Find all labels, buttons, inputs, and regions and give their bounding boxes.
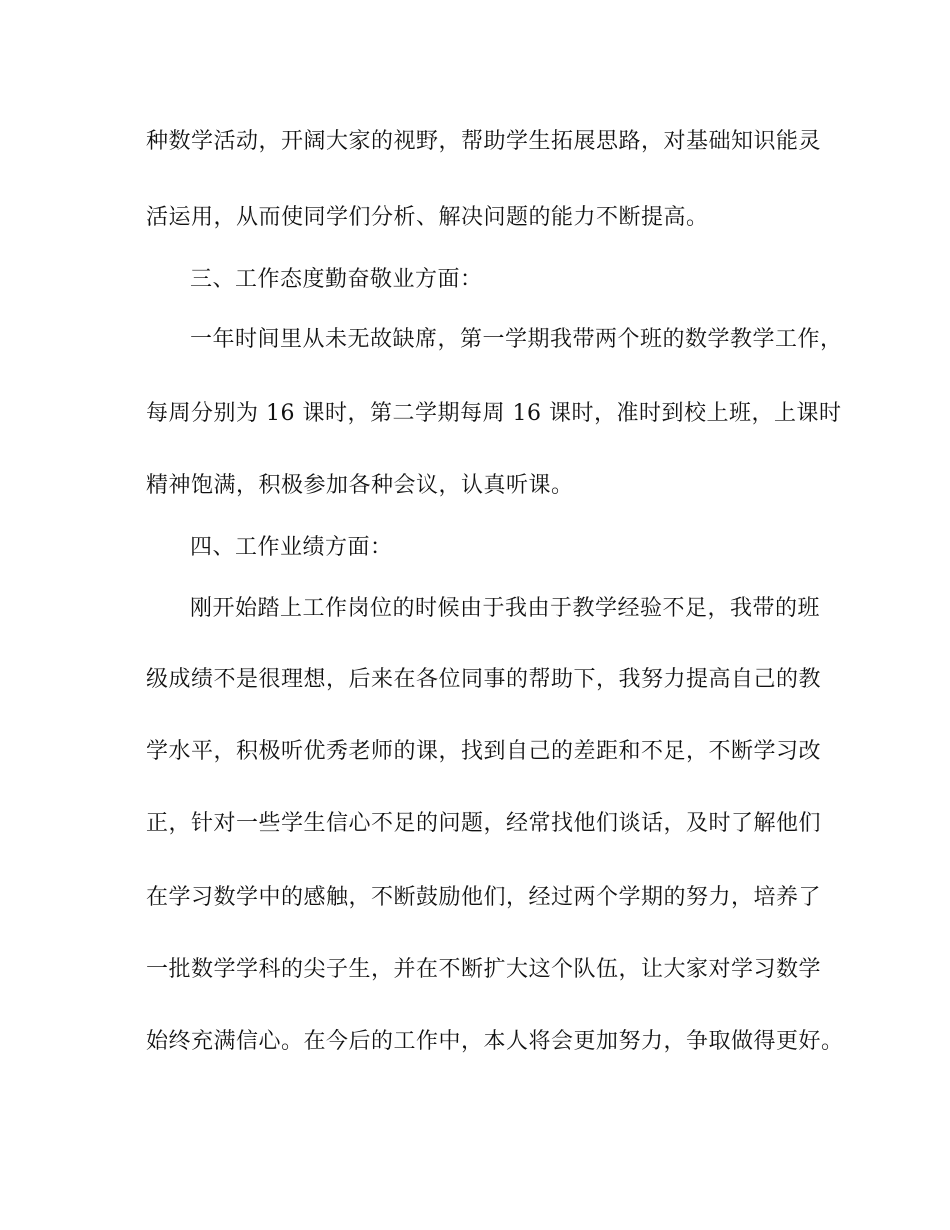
paragraph-line: 种数学活动，开阔大家的视野，帮助学生拓展思路，对基础知识能灵 — [146, 129, 822, 154]
paragraph-line: 在学习数学中的感触，不断鼓励他们，经过两个学期的努力，培养了 — [146, 885, 822, 910]
paragraph-line: 始终充满信心。在今后的工作中，本人将会更加努力，争取做得更好。 — [146, 1029, 844, 1054]
paragraph-line: 正，针对一些学生信心不足的问题，经常找他们谈话，及时了解他们 — [146, 811, 822, 836]
paragraph-line: 学水平，积极听优秀老师的课，找到自己的差距和不足，不断学习改 — [146, 739, 822, 764]
section-heading: 四、工作业绩方面： — [190, 535, 393, 560]
section-heading: 三、工作态度勤奋敬业方面： — [190, 267, 483, 292]
paragraph-line: 刚开始踏上工作岗位的时候由于我由于教学经验不足，我带的班 — [190, 596, 821, 621]
paragraph-line: 活运用，从而使同学们分析、解决问题的能力不断提高。 — [146, 205, 709, 230]
paragraph-line: 级成绩不是很理想，后来在各位同事的帮助下，我努力提高自己的教 — [146, 667, 822, 692]
paragraph-line: 每周分别为 16 课时，第二学期每周 16 课时，准时到校上班，上课时 — [146, 401, 842, 426]
paragraph-line: 精神饱满，积极参加各种会议，认真听课。 — [146, 473, 574, 498]
paragraph-line: 一年时间里从未无故缺席，第一学期我带两个班的数学教学工作， — [190, 327, 843, 352]
paragraph-line: 一批数学学科的尖子生，并在不断扩大这个队伍，让大家对学习数学 — [146, 957, 822, 982]
